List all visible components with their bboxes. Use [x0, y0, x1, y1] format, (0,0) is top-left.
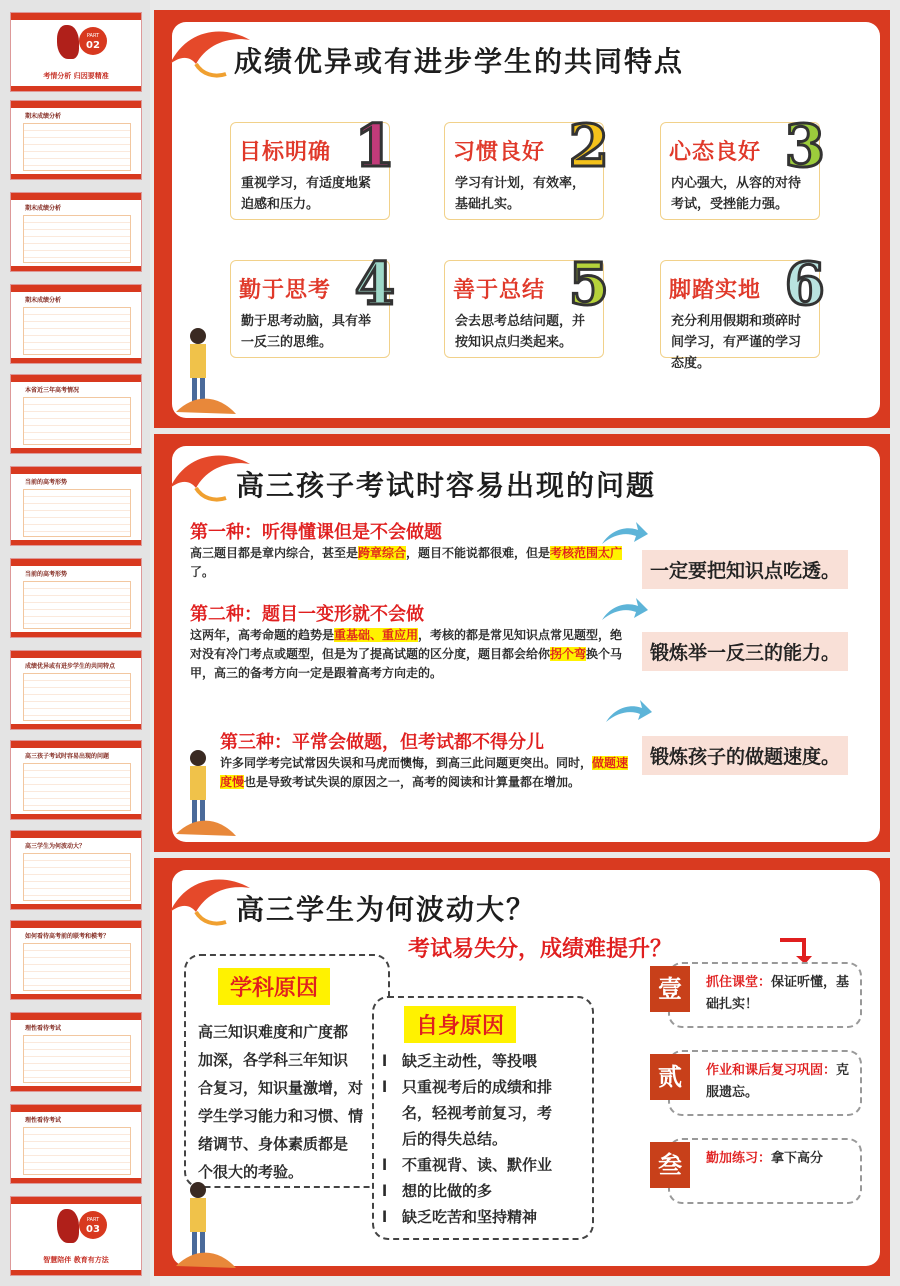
trait-number: 6: [784, 250, 825, 318]
solution-2: 锻炼举一反三的能力。: [642, 632, 848, 671]
trait-heading: 善于总结: [453, 277, 546, 303]
slide-thumbnail[interactable]: [10, 374, 142, 454]
thumbnail-title: 期末成绩分析: [25, 205, 62, 212]
slide-thumbnail[interactable]: [10, 1104, 142, 1184]
strategy-text: [706, 1060, 856, 1104]
slide-subtitle: 考试易失分，成绩难提升？: [408, 936, 673, 962]
slide-thumbnail[interactable]: [10, 650, 142, 730]
arrow-icon: [600, 520, 650, 550]
trait-heading: 目标明确: [239, 139, 332, 165]
thumbnail-title: 高三学生为何波动大？: [25, 843, 86, 850]
trait-description: 勤于思考动脑，具有举一反三的思维。: [241, 314, 372, 350]
self-reason-list: [374, 1048, 592, 1238]
subject-reason-tag: 学科原因: [218, 968, 330, 1005]
student-illustration: [176, 1176, 236, 1272]
strategy-number: 贰: [650, 1054, 690, 1100]
strategy-detail: 克服遗忘。: [706, 1063, 850, 1100]
subject-reason-line: 加深，各学科三年知识: [198, 1051, 349, 1069]
slide-thumbnail[interactable]: [10, 740, 142, 820]
subject-reason-line: 高三知识难度和广度都: [198, 1023, 349, 1041]
trait-heading: 勤于思考: [239, 277, 332, 303]
trait-number: 1: [354, 112, 395, 180]
bullet-mark: l: [382, 1052, 388, 1070]
self-reason-tag: 自身原因: [404, 1006, 516, 1043]
self-reason-text: 缺乏吃苦和坚持精神: [402, 1208, 538, 1226]
subject-reason-line: 绪调节、身体素质都是: [198, 1135, 349, 1153]
thumbnail-title: 期末成绩分析: [25, 297, 62, 304]
self-reason-item: [382, 1204, 600, 1230]
strategy-heading: 作业和课后复习巩固：: [706, 1063, 837, 1078]
slide-thumbnail[interactable]: [10, 1012, 142, 1092]
slide-title: 成绩优异或有进步学生的共同特点: [234, 45, 685, 78]
thumbnail-body: [23, 307, 131, 355]
slide-exam-problems: [154, 434, 890, 852]
slide-thumbnail[interactable]: [10, 12, 142, 92]
trait-heading: 脚踏实地: [669, 277, 762, 303]
part-badge: PART 02: [79, 27, 107, 55]
thumbnail-title: 当前的高考形势: [25, 571, 68, 578]
subject-reason-line: 个很大的考验。: [198, 1163, 304, 1181]
thumbnail-body: [23, 673, 131, 721]
thumbnail-body: [23, 123, 131, 171]
strategy-detail: 保证听懂，基础扎实！: [706, 975, 850, 1012]
slide-thumbnail-rail: [0, 0, 150, 1286]
thumbnail-body: [23, 581, 131, 629]
trait-number: 4: [354, 250, 395, 318]
down-right-arrow-icon: [778, 934, 812, 964]
trait-card: [230, 250, 395, 358]
slide-panel: [172, 446, 880, 842]
solution-1: 一定要把知识点吃透。: [642, 550, 848, 589]
slide-title: 高三孩子考试时容易出现的问题: [236, 469, 657, 502]
slide-score-fluctuation: [154, 858, 890, 1276]
slide-thumbnail[interactable]: [10, 466, 142, 546]
self-reason-item: [382, 1152, 600, 1178]
solution-3: 锻炼孩子的做题速度。: [642, 736, 848, 775]
subject-reason-line: 合复习，知识量激增，对: [198, 1079, 364, 1097]
trait-number: 3: [784, 112, 825, 180]
self-reason-text: 名，轻视考前复习，考: [402, 1104, 553, 1122]
thumbnail-body: [23, 1127, 131, 1175]
slide-thumbnail[interactable]: [10, 558, 142, 638]
self-reason-item: [382, 1074, 600, 1100]
trait-heading: 习惯良好: [453, 139, 546, 165]
self-reason-text: 后的得失总结。: [402, 1130, 508, 1148]
thumbnail-body: [23, 853, 131, 901]
slide-common-traits: [154, 10, 890, 428]
strategy-number: 叁: [650, 1142, 690, 1188]
trait-card: [444, 112, 609, 220]
problem-2-heading: 第二种：题目一变形就不会做: [190, 604, 424, 625]
trait-description: 内心强大，从容的对待考试，受挫能力强。: [671, 176, 802, 212]
self-reason-text: 想的比做的多: [402, 1182, 493, 1200]
self-reason-item: [382, 1100, 600, 1126]
strategy-number: 壹: [650, 966, 690, 1012]
slide-thumbnail[interactable]: [10, 100, 142, 180]
thumbnail-title: 期末成绩分析: [25, 113, 62, 120]
self-reason-text: 不重视背、读、默作业: [402, 1156, 553, 1174]
bullet-mark: l: [382, 1078, 388, 1096]
self-reason-item: [382, 1048, 600, 1074]
strategy-heading: 勤加练习：: [706, 1151, 772, 1166]
strategy-heading: 抓住课堂：: [706, 975, 772, 990]
thumbnail-body: [23, 763, 131, 811]
thumbnail-body: [23, 215, 131, 263]
subject-reason-text: [198, 1018, 398, 1186]
thumbnail-body: [23, 943, 131, 991]
arrow-icon: [600, 596, 650, 626]
slide-thumbnail[interactable]: [10, 1196, 142, 1276]
arrow-icon: [604, 698, 654, 728]
trait-card: [660, 112, 825, 220]
problem-3-body: 许多同学考完试常因失误和马虎而懊悔，到高三此问题更突出。同时，做题速度慢也是导致考试失误的原因之一，高考的阅读和计算量都在增加。: [220, 756, 629, 789]
thumbnail-title: 理性看待考试: [25, 1025, 62, 1032]
slide-thumbnail[interactable]: [10, 284, 142, 364]
trait-heading: 心态良好: [669, 139, 762, 165]
thumbnail-title: 成绩优异或有进步学生的共同特点: [25, 663, 116, 670]
student-illustration: [176, 322, 236, 418]
problem-3-heading: 第三种：平常会做题，但考试都不得分儿: [220, 732, 544, 753]
strategy-text: [706, 972, 856, 1016]
trait-card: [660, 250, 825, 371]
thumbnail-body: [23, 489, 131, 537]
trait-card: [444, 250, 609, 358]
part-label: 智慧陪伴 教育有方法: [43, 1256, 109, 1264]
part-badge: PART 03: [79, 1211, 107, 1239]
thumbnail-title: 理性看待考试: [25, 1117, 62, 1124]
part-label: 考情分析 归因要精准: [43, 72, 109, 80]
trait-description: 学习有计划，有效率，基础扎实。: [455, 176, 586, 212]
strategy-text: [706, 1148, 856, 1170]
trait-description: 充分利用假期和琐碎时间学习，有严谨的学习态度。: [671, 314, 802, 371]
slide-panel: [172, 22, 880, 418]
slide-thumbnail[interactable]: [10, 920, 142, 1000]
subject-reason-line: 学生学习能力和习惯、情: [198, 1107, 364, 1125]
thumbnail-title: 当前的高考形势: [25, 479, 68, 486]
silhouette-decoration: [57, 25, 79, 59]
student-illustration: [176, 744, 236, 840]
thumbnail-title: 高三孩子考试时容易出现的问题: [25, 753, 110, 760]
bullet-mark: l: [382, 1208, 388, 1226]
silhouette-decoration: [57, 1209, 79, 1243]
self-reason-text: 缺乏主动性，等投喂: [402, 1052, 538, 1070]
slide-thumbnail[interactable]: [10, 830, 142, 910]
trait-number: 5: [568, 250, 609, 318]
trait-card: [230, 112, 395, 220]
thumbnail-body: [23, 397, 131, 445]
slide-thumbnail[interactable]: [10, 192, 142, 272]
self-reason-item: [382, 1126, 600, 1152]
bullet-mark: l: [382, 1156, 388, 1174]
strategy-detail: 拿下高分: [771, 1151, 824, 1166]
thumbnail-title: 如何看待高考前的联考和模考？: [25, 933, 110, 940]
problem-2-body: 这两年，高考命题的趋势是重基础、重应用，考核的都是常见知识点常见题型，绝对没有冷门考点或题型，但是为了提高试题的区分度，题目都会给你拐个弯换个马甲，高三的备考方向一定是跟着高考方向走的。: [190, 628, 623, 680]
thumbnail-body: [23, 1035, 131, 1083]
self-reason-text: 只重视考后的成绩和排: [402, 1078, 553, 1096]
trait-description: 重视学习，有适度地紧迫感和压力。: [241, 176, 372, 212]
slide-panel: [172, 870, 880, 1266]
trait-number: 2: [568, 112, 609, 180]
trait-description: 会去思考总结问题，并按知识点归类起来。: [455, 314, 586, 350]
bullet-mark: l: [382, 1182, 388, 1200]
self-reason-item: [382, 1178, 600, 1204]
thumbnail-title: 本省近三年高考情况: [25, 387, 80, 394]
problem-1-heading: 第一种：听得懂课但是不会做题: [190, 522, 442, 543]
problem-1-body: 高三题目都是章内综合，甚至是跨章综合，题目不能说都很难，但是考核范围太广了。: [190, 546, 623, 579]
slide-title: 高三学生为何波动大？: [236, 893, 537, 926]
